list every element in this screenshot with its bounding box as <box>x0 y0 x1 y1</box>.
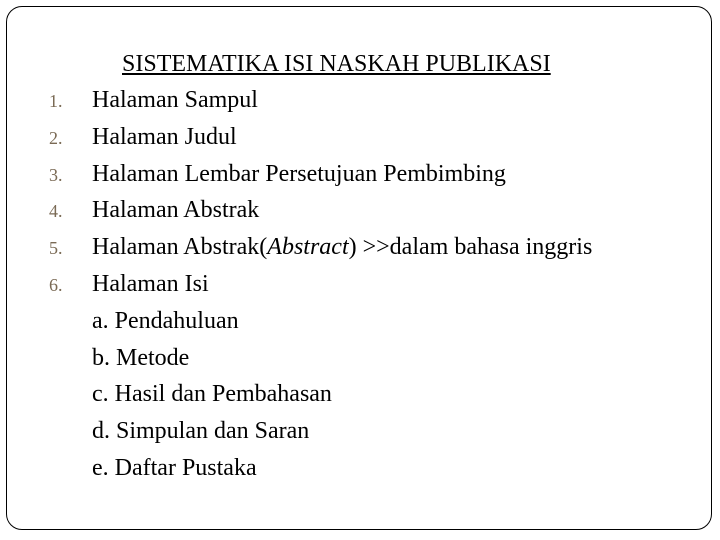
label-text-post: ) >>dalam bahasa inggris <box>348 234 593 261</box>
label-text-italic: Abstract <box>267 234 349 261</box>
list-item-5 <box>49 230 592 267</box>
list-label: Halaman Lembar Persetujuan Pembimbing <box>92 160 506 187</box>
list-item-4 <box>49 193 592 230</box>
page-title: SISTEMATIKA ISI NASKAH PUBLIKASI <box>122 51 551 77</box>
sub-item-e <box>49 451 592 488</box>
sub-item-label: e. Daftar Pustaka <box>92 454 257 481</box>
sub-item-d <box>49 414 592 451</box>
list-label <box>92 230 592 264</box>
list-number: 4. <box>49 201 63 222</box>
list-label: Halaman Isi <box>92 270 209 297</box>
list-number: 3. <box>49 164 63 185</box>
sub-item-label: c. Hasil dan Pembahasan <box>92 381 332 408</box>
list-number: 2. <box>49 127 63 148</box>
list-label: Halaman Judul <box>92 123 237 150</box>
list-label: Halaman Abstrak <box>92 197 260 224</box>
list-item-2 <box>49 120 592 157</box>
list-number: 5. <box>49 238 63 259</box>
sub-item-label: a. Pendahuluan <box>92 307 239 334</box>
label-text-pre: Halaman Abstrak( <box>92 234 268 261</box>
content-list <box>49 83 592 488</box>
list-item-3 <box>49 157 592 194</box>
sub-item-a <box>49 304 592 341</box>
sub-item-label: b. Metode <box>92 344 190 371</box>
list-item-1 <box>49 83 592 120</box>
sub-item-label: d. Simpulan dan Saran <box>92 418 310 445</box>
sub-item-c <box>49 377 592 414</box>
list-number: 6. <box>49 274 63 295</box>
list-label: Halaman Sampul <box>92 87 258 113</box>
sub-item-b <box>49 341 592 378</box>
slide-frame <box>6 6 712 530</box>
list-number: 1. <box>49 91 63 111</box>
list-item-6 <box>49 267 592 304</box>
